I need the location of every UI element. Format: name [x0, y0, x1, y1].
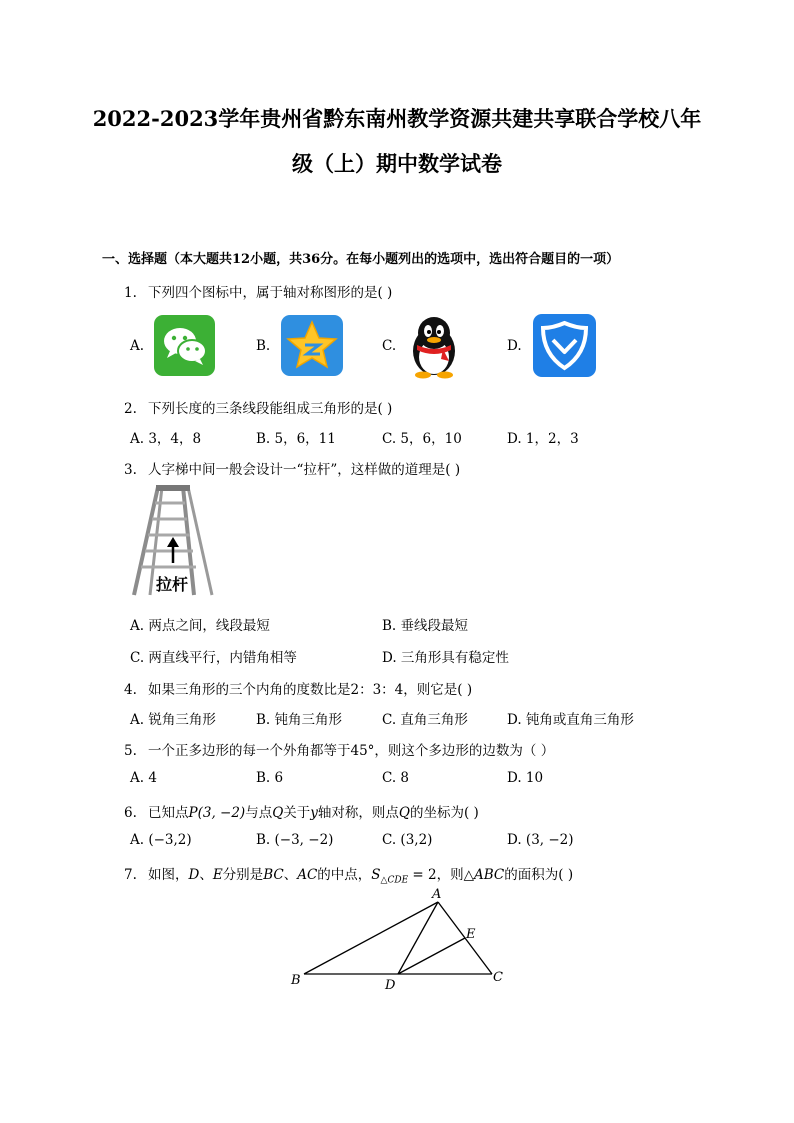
- triangle-figure: [280, 885, 520, 995]
- option-a: A. 4: [130, 770, 157, 786]
- math-area-s: S: [371, 867, 381, 883]
- label-d: D: [385, 978, 396, 993]
- question-number: 1.: [124, 285, 137, 301]
- wechat-icon: [154, 315, 215, 376]
- qq-penguin-icon: [405, 313, 463, 379]
- option-a: A.: [130, 338, 145, 354]
- exam-title-line2: 级（上）期中数学试卷: [292, 151, 502, 176]
- stem-text: 关于: [283, 805, 311, 821]
- question-number: 5.: [124, 743, 137, 759]
- label-c: C: [493, 970, 503, 985]
- question-number: 3.: [124, 462, 137, 478]
- question-1: [124, 281, 392, 301]
- question-stem: 下列长度的三条线段能组成三角形的是( ): [148, 401, 393, 417]
- math-segment-bc: BC: [263, 867, 284, 883]
- figure-label-lagan: 拉杆: [156, 575, 189, 594]
- option-c: C. 两直线平行，内错角相等: [130, 650, 297, 666]
- question-5: [124, 739, 554, 759]
- option-c: C. 5，6，10: [382, 431, 462, 447]
- option-c: C.: [382, 338, 397, 354]
- math-axis-y: y: [310, 805, 318, 821]
- stem-text: 轴对称，则点: [317, 805, 399, 821]
- option-c: C. (3,2): [382, 832, 433, 848]
- question-3: [124, 458, 460, 478]
- stem-text: 与点: [245, 805, 273, 821]
- math-triangle-abc: △ABC: [463, 867, 505, 883]
- stem-text: 如图，: [148, 867, 189, 883]
- option-a: A. 两点之间，线段最短: [130, 618, 270, 634]
- qzone-star-icon: [281, 315, 343, 376]
- stem-text: 分别是: [222, 867, 264, 883]
- section-heading: 一、选择题（本大题共12小题，共36分。在每小题列出的选项中，选出符合题目的一项）: [102, 252, 620, 267]
- label-a: A: [432, 887, 442, 902]
- option-c: C. 8: [382, 770, 410, 786]
- question-4: [124, 678, 472, 698]
- question-stem: 一个正多边形的每一个外角都等于45°，则这个多边形的边数为（ ）: [148, 743, 555, 759]
- math-segment-ac: AC: [297, 867, 318, 883]
- option-c: C. 直角三角形: [382, 712, 468, 728]
- option-b: B.: [256, 338, 271, 354]
- option-a: A. 锐角三角形: [130, 712, 216, 728]
- question-number: 7.: [124, 867, 137, 883]
- question-6: [124, 801, 479, 821]
- option-a: A. 3，4，8: [130, 431, 202, 447]
- question-7: [124, 863, 573, 886]
- question-stem: 如果三角形的三个内角的度数比是2：3：4，则它是( ): [148, 682, 473, 698]
- option-d: D. 三角形具有稳定性: [382, 650, 509, 666]
- option-b: B. 5，6，11: [256, 431, 336, 447]
- math-point-q: Q: [272, 805, 284, 821]
- option-d: D. 10: [507, 770, 544, 786]
- option-b: B. 钝角三角形: [256, 712, 343, 728]
- label-e: E: [466, 927, 476, 942]
- label-b: B: [291, 973, 301, 988]
- stem-text: 的中点，: [317, 867, 372, 883]
- math-point-e: E: [212, 867, 223, 883]
- option-d: D.: [507, 338, 522, 354]
- option-d: D. 钝角或直角三角形: [507, 712, 634, 728]
- option-b: B. 6: [256, 770, 284, 786]
- question-stem: 下列四个图标中，属于轴对称图形的是( ): [148, 285, 393, 301]
- question-number: 6.: [124, 805, 137, 821]
- shield-icon: [533, 314, 596, 377]
- exam-title-line1: 2022-2023学年贵州省黔东南州教学资源共建共享联合学校八年: [92, 106, 702, 131]
- option-d: D. (3, −2): [507, 832, 574, 848]
- stem-text: 的面积为( ): [504, 867, 574, 883]
- math-point-p: P(3, −2): [188, 805, 246, 821]
- stem-text: = 2，则: [408, 867, 464, 883]
- stem-text: 的坐标为( ): [410, 805, 479, 821]
- option-b: B. 垂线段最短: [382, 618, 469, 634]
- option-b: B. (−3, −2): [256, 832, 334, 848]
- option-a: A. (−3,2): [130, 832, 192, 848]
- stem-text: 、: [283, 867, 298, 883]
- stem-text: 已知点: [148, 805, 189, 821]
- math-subscript-cde: △CDE: [380, 875, 409, 886]
- question-2: [124, 397, 392, 417]
- stem-text: 、: [199, 867, 213, 883]
- question-number: 4.: [124, 682, 137, 698]
- question-stem: 人字梯中间一般会设计一“拉杆”，这样做的道理是( ): [148, 462, 461, 478]
- math-point-d: D: [188, 867, 200, 883]
- question-number: 2.: [124, 401, 137, 417]
- option-d: D. 1，2，3: [507, 431, 579, 447]
- math-point-q: Q: [398, 805, 410, 821]
